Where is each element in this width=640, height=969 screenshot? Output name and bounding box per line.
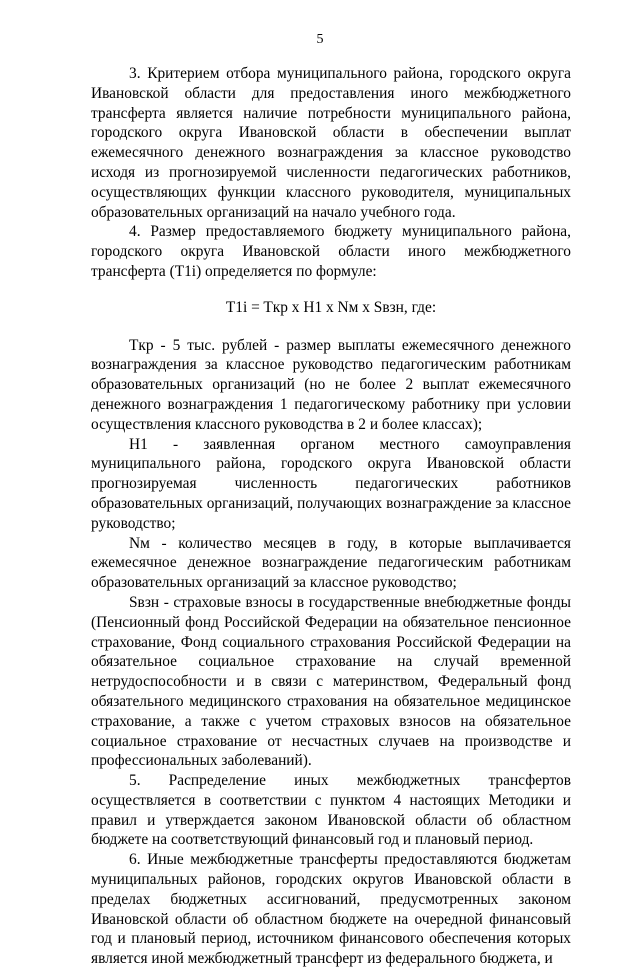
paragraph-size-definition: 4. Размер предоставляемого бюджету муниципального района, городского округа Ивановской области иного межбюджетного трансферта (T1i) определяется по формуле: [91,223,571,280]
document-body [91,64,571,969]
paragraph-nm-definition: Nм - количество месяцев в году, в которые выплачивается ежемесячное денежное вознаграждение педагогическим работникам образовательных организаций за классное руководство; [91,534,571,592]
page-number: 5 [316,32,324,47]
paragraph-svzn-definition: Sвзн - страховые взносы в государственные внебюджетные фонды (Пенсионный фонд Российской Федерации на обязательное пенсионное страхование, Фонд социального страхования Российской Федерации на обязательное социальное страхование на случай временной нетрудоспособности и в связи с материнством, Федеральный фонд обязательного медицинского страхования на обязательное медицинское страхование, а также с учетом страховых взносов на обязательное социальное страхование от несчастных случаев на производстве и профессиональных заболеваний). [91,593,571,770]
paragraph-tkr-definition: Tкр - 5 тыс. рублей - размер выплаты ежемесячного денежного вознаграждения за классное руководство педагогическим работникам образовательных организаций (но не более 2 выплат ежемесячного денежного вознаграждения 1 педагогическому работнику при условии осуществления классного руководства в 2 и более классах); [91,336,571,433]
paragraph-distribution: 5. Распределение иных межбюджетных трансфертов осуществляется в соответствии с пунктом 4 настоящих Методики и правил и утверждается законом Ивановской области об областном бюджете на соответствующий финансовый год и плановый период. [91,772,571,849]
paragraph-h1-definition: H1 - заявленная органом местного самоуправления муниципального района, городского округа Ивановской области прогнозируемая численность педагогических работников образовательных организаций, получающих вознаграждение за классное руководство; [91,435,571,532]
paragraph-provision: 6. Иные межбюджетные трансферты предоставляются бюджетам муниципальных районов, городских округов Ивановской области в пределах бюджетных ассигнований, предусмотренных законом Ивановской области об областном бюджете на очередной финансовый год и плановый период, источником финансового обеспечения которых является иной межбюджетный трансферт из федерального бюджета, и [91,851,571,968]
formula: T1i = Tкр x H1 x Nм x Sвзн, где: [225,298,437,316]
paragraph-criterion: 3. Критерием отбора муниципального района, городского округа Ивановской области для предоставления иного межбюджетного трансферта является наличие потребности муниципального района, городского округа Ивановской области в обеспечении выплат ежемесячного денежного вознаграждения за классное руководство исходя из прогнозируемой численности педагогических работников, осуществляющих функции классного руководителя, муниципальных образовательных организаций на начало учебного года. [91,65,571,221]
